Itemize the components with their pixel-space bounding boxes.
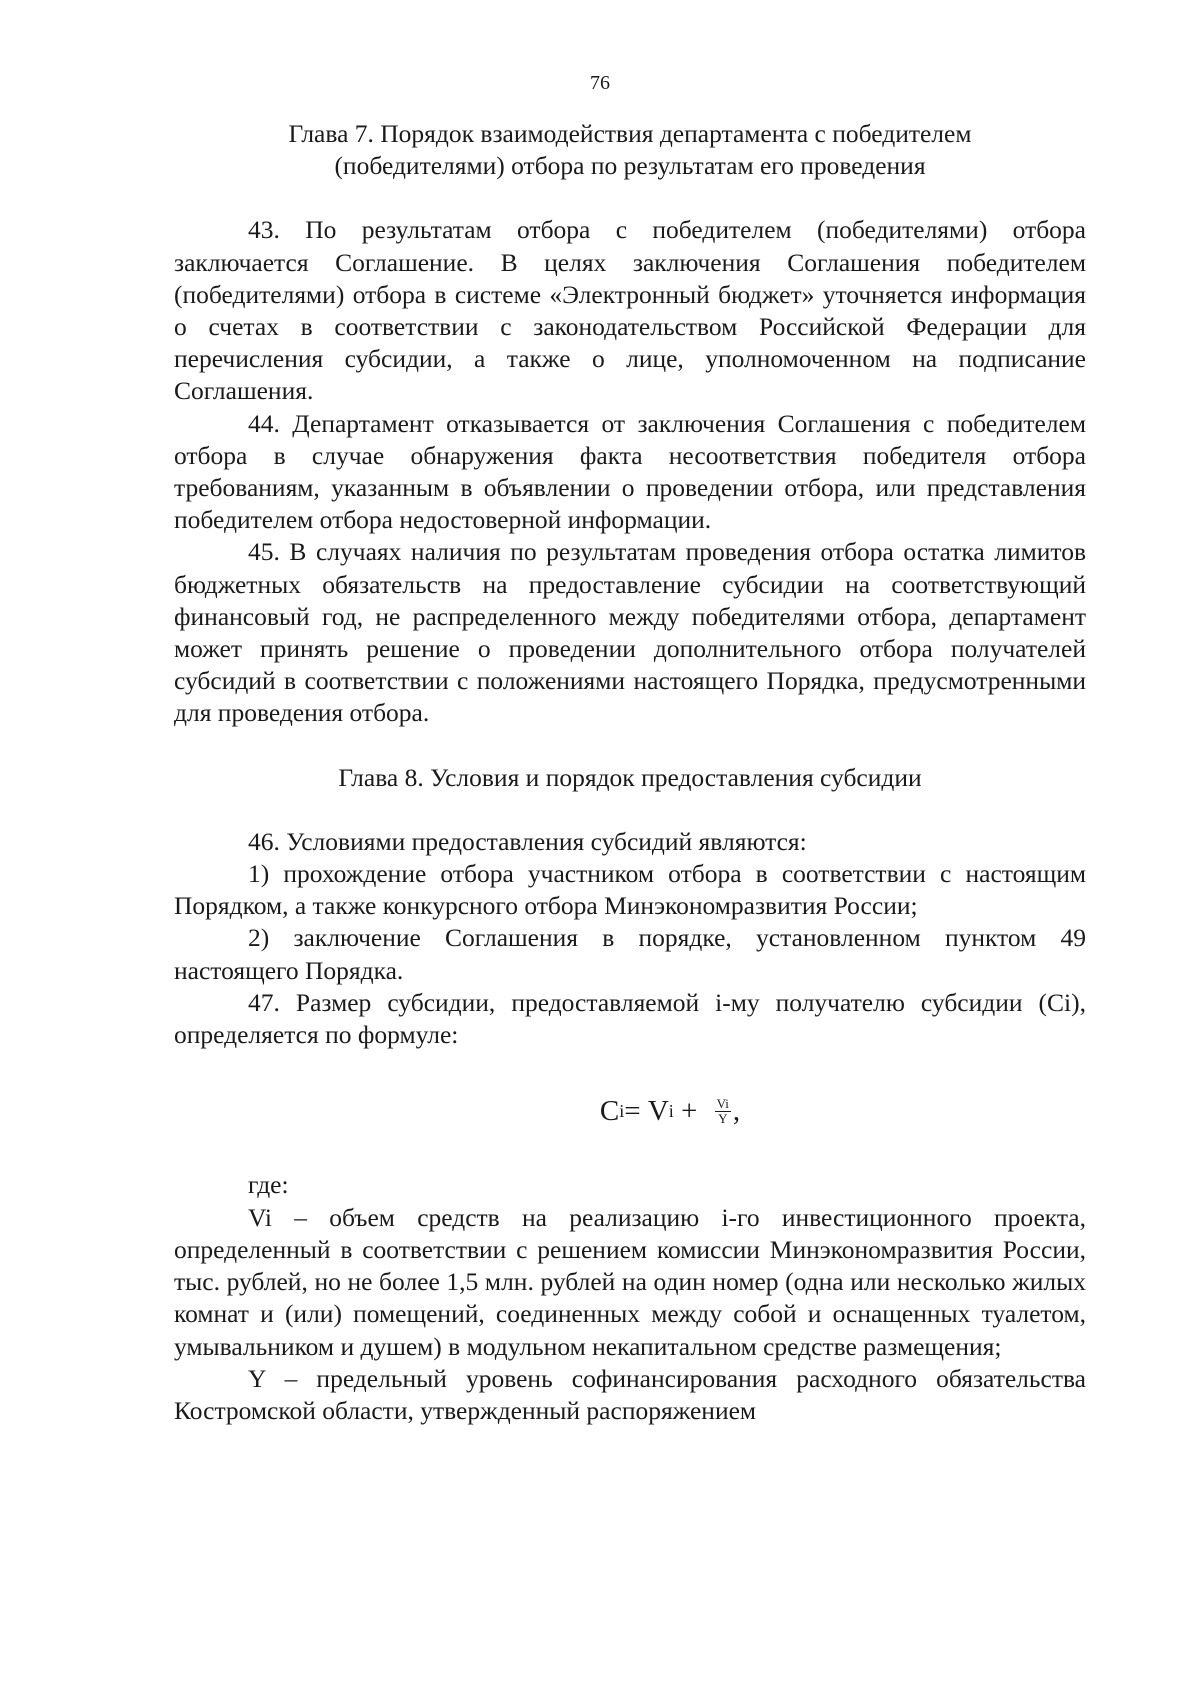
chapter-7-heading-line-1: Глава 7. Порядок взаимодействия департамента с победителем	[288, 119, 972, 148]
chapter-7-heading	[174, 118, 1086, 182]
formula-trailing-comma: ,	[732, 1095, 741, 1128]
paragraph-43: 43. По результатам отбора с победителем (победителями) отбора заключается Соглашение. В целях заключения Соглашения победителем (победителями) отбора в системе «Электронный бюджет» уточняется информация о счетах в соответствии с законодательством Российской Федерации для перечисления субсидии, а также о лице, уполномоченном на подписание Соглашения.	[174, 215, 1086, 406]
formula-lhs-subscript: i	[619, 1101, 625, 1122]
formula-equals: =	[624, 1095, 641, 1128]
formula-fraction-denominator: Y	[718, 1110, 728, 1126]
paragraph-44: 44. Департамент отказывается от заключения Соглашения с победителем отбора в случае обнаружения факта несоответствия победителя отбора требованиям, указанным в объявлении о проведении отбора, или представления победителем отбора недостоверной информации.	[174, 408, 1086, 535]
paragraph-47: 47. Размер субсидии, предоставляемой i-му получателю субсидии (Сi), определяется по формуле:	[174, 987, 1086, 1050]
formula-plus: +	[673, 1095, 705, 1128]
chapter-7-heading-line-2: (победителями) отбора по результатам его проведения	[334, 151, 926, 181]
paragraph-45: 45. В случаях наличия по результатам проведения отбора остатка лимитов бюджетных обязательств на предоставление субсидии на соответствующий финансовый год, не распределенного между победителями отбора, департамент может принять решение о проведении дополнительного отбора получателей субсидий в соответствии с положениями настоящего Порядка, предусмотренными для проведения отбора.	[174, 537, 1086, 728]
condition-1: 1) прохождение отбора участником отбора в соответствии с настоящим Порядком, а также конкурсного отбора Минэкономразвития России;	[174, 859, 1086, 921]
definition-y: Y – предельный уровень софинансирования расходного обязательства Костромской области, утвержденный распоряжением	[174, 1363, 1086, 1425]
document-body	[174, 118, 1086, 1427]
subsidy-formula	[174, 1095, 1086, 1127]
page-number: 76	[590, 72, 610, 94]
paragraph-46: 46. Условиями предоставления субсидий являются:	[248, 826, 807, 856]
formula-fraction	[715, 1097, 731, 1126]
condition-2: 2) заключение Соглашения в порядке, установленном пунктом 49 настоящего Порядка.	[174, 923, 1086, 985]
chapter-8-heading: Глава 8. Условия и порядок предоставления субсидии	[338, 762, 922, 792]
formula-fraction-numerator: Vi	[716, 1095, 729, 1111]
formula-term-1: V	[647, 1095, 669, 1128]
formula-term-1-subscript: i	[668, 1101, 674, 1122]
where-label: где:	[248, 1170, 289, 1200]
formula-lhs: С	[599, 1095, 620, 1128]
definition-v: Vi – объем средств на реализацию i-го инвестиционного проекта, определенный в соответствии с решением комиссии Минэкономразвития России, тыс. рублей, но не более 1,5 млн. рублей на один номер (одна или несколько жилых комнат и (или) помещений, соединенных между собой и оснащенных туалетом, умывальником и душем) в модульном некапитальном средстве размещения;	[174, 1202, 1086, 1361]
